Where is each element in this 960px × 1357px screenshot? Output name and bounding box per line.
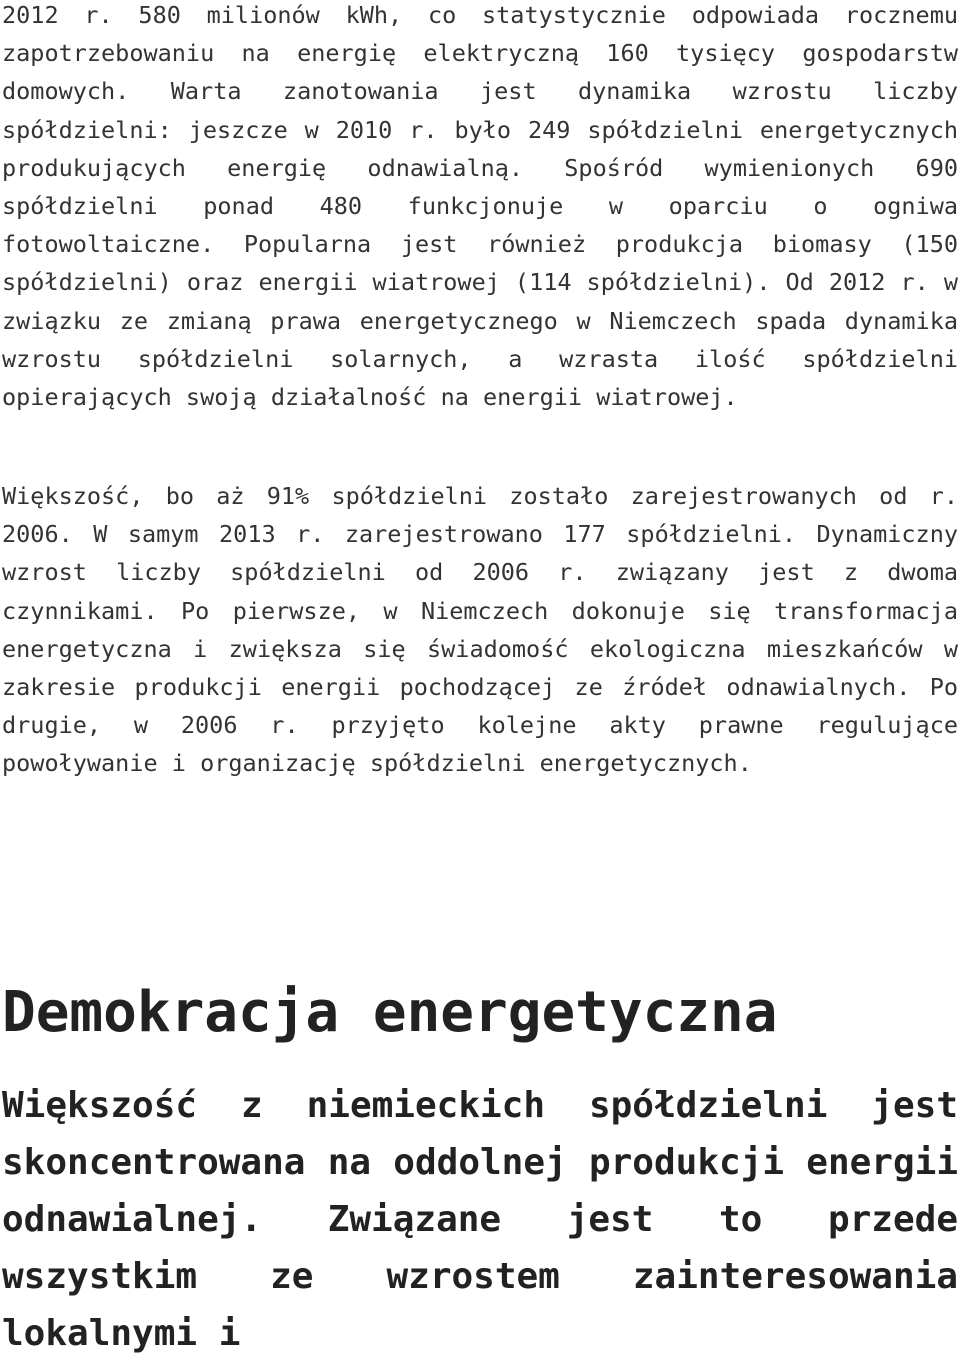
- body-paragraph-cooperatives-statistics: 2012 r. 580 milionów kWh, co statystycznie odpowiada rocznemu zapotrzebowaniu na energię elektryczną 160 tysięcy gospodarstw domowych. Warta zanotowania jest dynamika wzrostu liczby spółdzielni: jeszcze w 2010 r. było 249 spółdzielni energetycznych produkujących energię odnawialną. Spośród wymienionych 690 spółdzielni ponad 480 funkcjonuje w oparciu o ogniwa fotowoltaiczne. Popularna jest również produkcja biomasy (150 spółdzielni) oraz energii wiatrowej (114 spółdzielni). Od 2012 r. w związku ze zmianą prawa energetycznego w Niemczech spada dynamika wzrostu spółdzielni solarnych, a wzrasta ilość spółdzielni opierających swoją działalność na energii wiatrowej.: [2, 1, 958, 412]
- section-heading: Demokracja energetyczna: [2, 980, 778, 1045]
- body-paragraph-registration-growth: Większość, bo aż 91% spółdzielni zostało zarejestrowanych od r. 2006. W samym 2013 r. zarejestrowano 177 spółdzielni. Dynamiczny wzrost liczby spółdzielni od 2006 r. związany jest z dwoma czynnikami. Po pierwsze, w Niemczech dokonuje się transformacja energetyczna i zwiększa się świadomość ekologiczna mieszkańców w zakresie produkcji energii pochodzącej ze źródeł odnawialnych. Po drugie, w 2006 r. przyjęto kolejne akty prawne regulujące powoływanie i organizację spółdzielni energetycznych.: [2, 482, 958, 778]
- section-lead-paragraph: Większość z niemieckich spółdzielni jest skoncentrowana na oddolnej produkcji energii odnawialnej. Związane jest to przede wszystkim ze wzrostem zainteresowania lokalnymi i: [2, 1085, 958, 1354]
